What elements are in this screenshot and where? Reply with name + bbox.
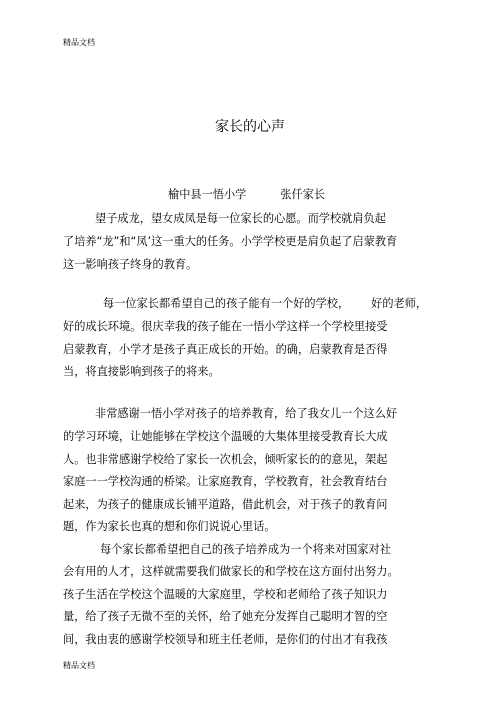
paragraph-2-line-1-head: 每一位家长都希望自己的孩子能有一个好的学校， <box>103 297 350 310</box>
page-footer-label: 精品文档 <box>63 661 95 670</box>
page-title: 家长的心声 <box>215 119 285 135</box>
paragraph-3-line-2: 的学习环境，让她能够在学校这个温暖的大集体里接受教育长大成 <box>63 430 388 443</box>
paragraph-4-line-3: 孩子生活在学校这个温暖的大家庭里，学校和老师给了孩子知识力 <box>63 588 388 601</box>
paragraph-1-line-2: 了培养“龙”和“凤’这一重大的任务。小学学校更是肩负起了启蒙教育 <box>63 235 398 248</box>
paragraph-1-line-1: 望子成龙，望女成凤是每一位家长的心愿。而学校就肩负起 <box>95 212 386 225</box>
paragraph-3-line-4: 家庭一一学校沟通的桥梁。让家庭教育，学校教育，社会教育结台 <box>63 475 388 488</box>
paragraph-4-line-4: 量，给了孩子无微不至的关怀，给了她充分发挥自己聪明才智的空 <box>63 610 388 623</box>
paragraph-3-line-3: 人。也非常感谢学校给了家长一次机会，倾听家长的的意见，架起 <box>63 453 388 466</box>
paragraph-2-line-1-tail: 好的老师， <box>371 297 428 310</box>
paragraph-1-line-3: 这一影响孩子终身的教育。 <box>63 258 198 271</box>
paragraph-2-line-1 <box>103 296 427 311</box>
byline-author: 张仟家长 <box>280 188 326 201</box>
byline-school: 榆中县一悟小学 <box>168 188 247 201</box>
paragraph-2-line-2: 好的成长环境。很庆幸我的孩子能在一悟小学这样一个学校里接受 <box>63 320 388 333</box>
paragraph-2-line-4: 当，将直接影响到孩子的将来。 <box>63 365 220 378</box>
paragraph-3-line-1: 非常感谢一悟小学对孩子的培养教育，给了我女儿一个这么好 <box>95 407 398 420</box>
paragraph-4-line-5: 间，我由衷的感谢学校领导和班主任老师，是你们的付出才有我孩 <box>63 633 388 646</box>
paragraph-3-line-6: 题，作为家长也真的想和你们说说心里话。 <box>63 520 276 533</box>
page-header-label: 精品文档 <box>63 38 95 47</box>
byline <box>168 187 325 202</box>
paragraph-3-line-5: 起来，为孩子的健康成长铺平道路，借此机会，对于孩子的教育问 <box>63 498 388 511</box>
paragraph-4-line-2: 会有用的人才，这样就需要我们做家长的和学校在这方面付出努力。 <box>63 565 399 578</box>
paragraph-2-line-3: 启蒙教育，小学才是孩子真正成长的开始。的确，启蒙教育是否得 <box>63 343 388 356</box>
paragraph-4-line-1: 每个家长都希望把自己的孩子培养成为一个将来对国家对社 <box>100 543 391 556</box>
